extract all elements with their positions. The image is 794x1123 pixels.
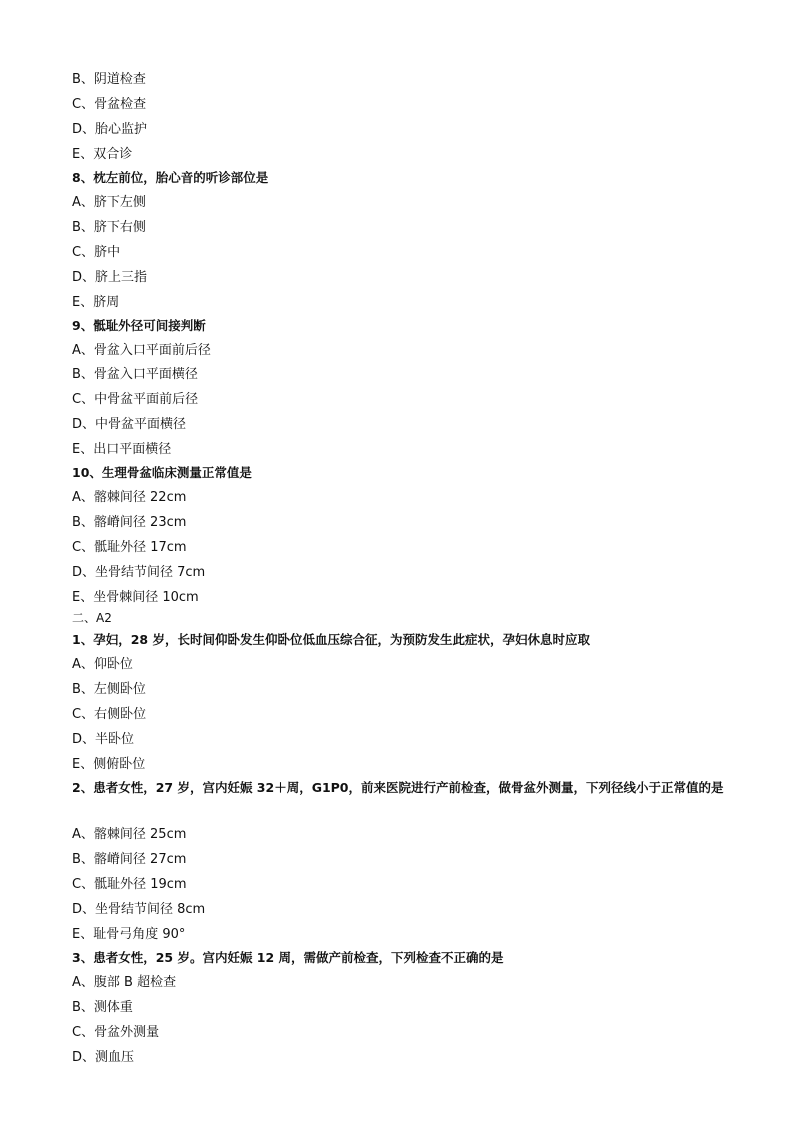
option-line: D、中骨盆平面横径 <box>72 417 187 432</box>
option-line: A、仰卧位 <box>72 657 133 672</box>
option-line: C、骨盆检查 <box>72 97 147 112</box>
question-line: 3、患者女性，25 岁。宫内妊娠 12 周，需做产前检查，下列检查不正确的是 <box>72 950 504 965</box>
option-line: B、脐下右侧 <box>72 220 146 235</box>
option-line: D、坐骨结节间径 8cm <box>72 902 206 917</box>
option-line: B、左侧卧位 <box>72 682 146 697</box>
option-line: D、胎心监护 <box>72 122 148 137</box>
option-line: C、脐中 <box>72 245 121 260</box>
question-line: 1、孕妇，28 岁，长时间仰卧发生仰卧位低血压综合征，为预防发生此症状，孕妇休息时应取 <box>72 632 590 647</box>
option-line: A、髂棘间径 25cm <box>72 827 187 842</box>
option-line: B、阴道检查 <box>72 72 146 87</box>
option-line: D、脐上三指 <box>72 270 148 285</box>
option-line: E、出口平面横径 <box>72 442 172 457</box>
option-line: B、骨盆入口平面横径 <box>72 367 198 382</box>
option-line: E、侧俯卧位 <box>72 757 146 772</box>
option-line: C、中骨盆平面前后径 <box>72 392 199 407</box>
question-line: 10、生理骨盆临床测量正常值是 <box>72 465 252 480</box>
question-line: 8、枕左前位，胎心音的听诊部位是 <box>72 170 269 185</box>
option-line: C、骨盆外测量 <box>72 1025 160 1040</box>
option-line: A、脐下左侧 <box>72 195 146 210</box>
option-line: A、腹部 B 超检查 <box>72 975 177 990</box>
option-line: A、髂棘间径 22cm <box>72 490 187 505</box>
option-line: B、髂嵴间径 27cm <box>72 852 187 867</box>
option-line: B、髂嵴间径 23cm <box>72 515 187 530</box>
option-line: D、坐骨结节间径 7cm <box>72 565 206 580</box>
question-line: 9、骶耻外径可间接判断 <box>72 318 206 333</box>
option-line: E、耻骨弓角度 90° <box>72 927 186 942</box>
option-line: E、双合诊 <box>72 147 133 162</box>
option-line: B、测体重 <box>72 1000 133 1015</box>
option-line: C、右侧卧位 <box>72 707 147 722</box>
option-line: C、骶耻外径 19cm <box>72 877 187 892</box>
section-heading: 二、A2 <box>72 611 112 625</box>
option-line: D、测血压 <box>72 1050 135 1065</box>
question-line: 2、患者女性，27 岁，宫内妊娠 32＋周，G1P0，前来医院进行产前检查，做骨盆外测量，下列径线小于正常值的是 <box>72 780 724 795</box>
option-line: E、坐骨棘间径 10cm <box>72 590 199 605</box>
option-line: D、半卧位 <box>72 732 135 747</box>
option-line: E、脐周 <box>72 295 120 310</box>
option-line: A、骨盆入口平面前后径 <box>72 343 211 358</box>
option-line: C、骶耻外径 17cm <box>72 540 187 555</box>
